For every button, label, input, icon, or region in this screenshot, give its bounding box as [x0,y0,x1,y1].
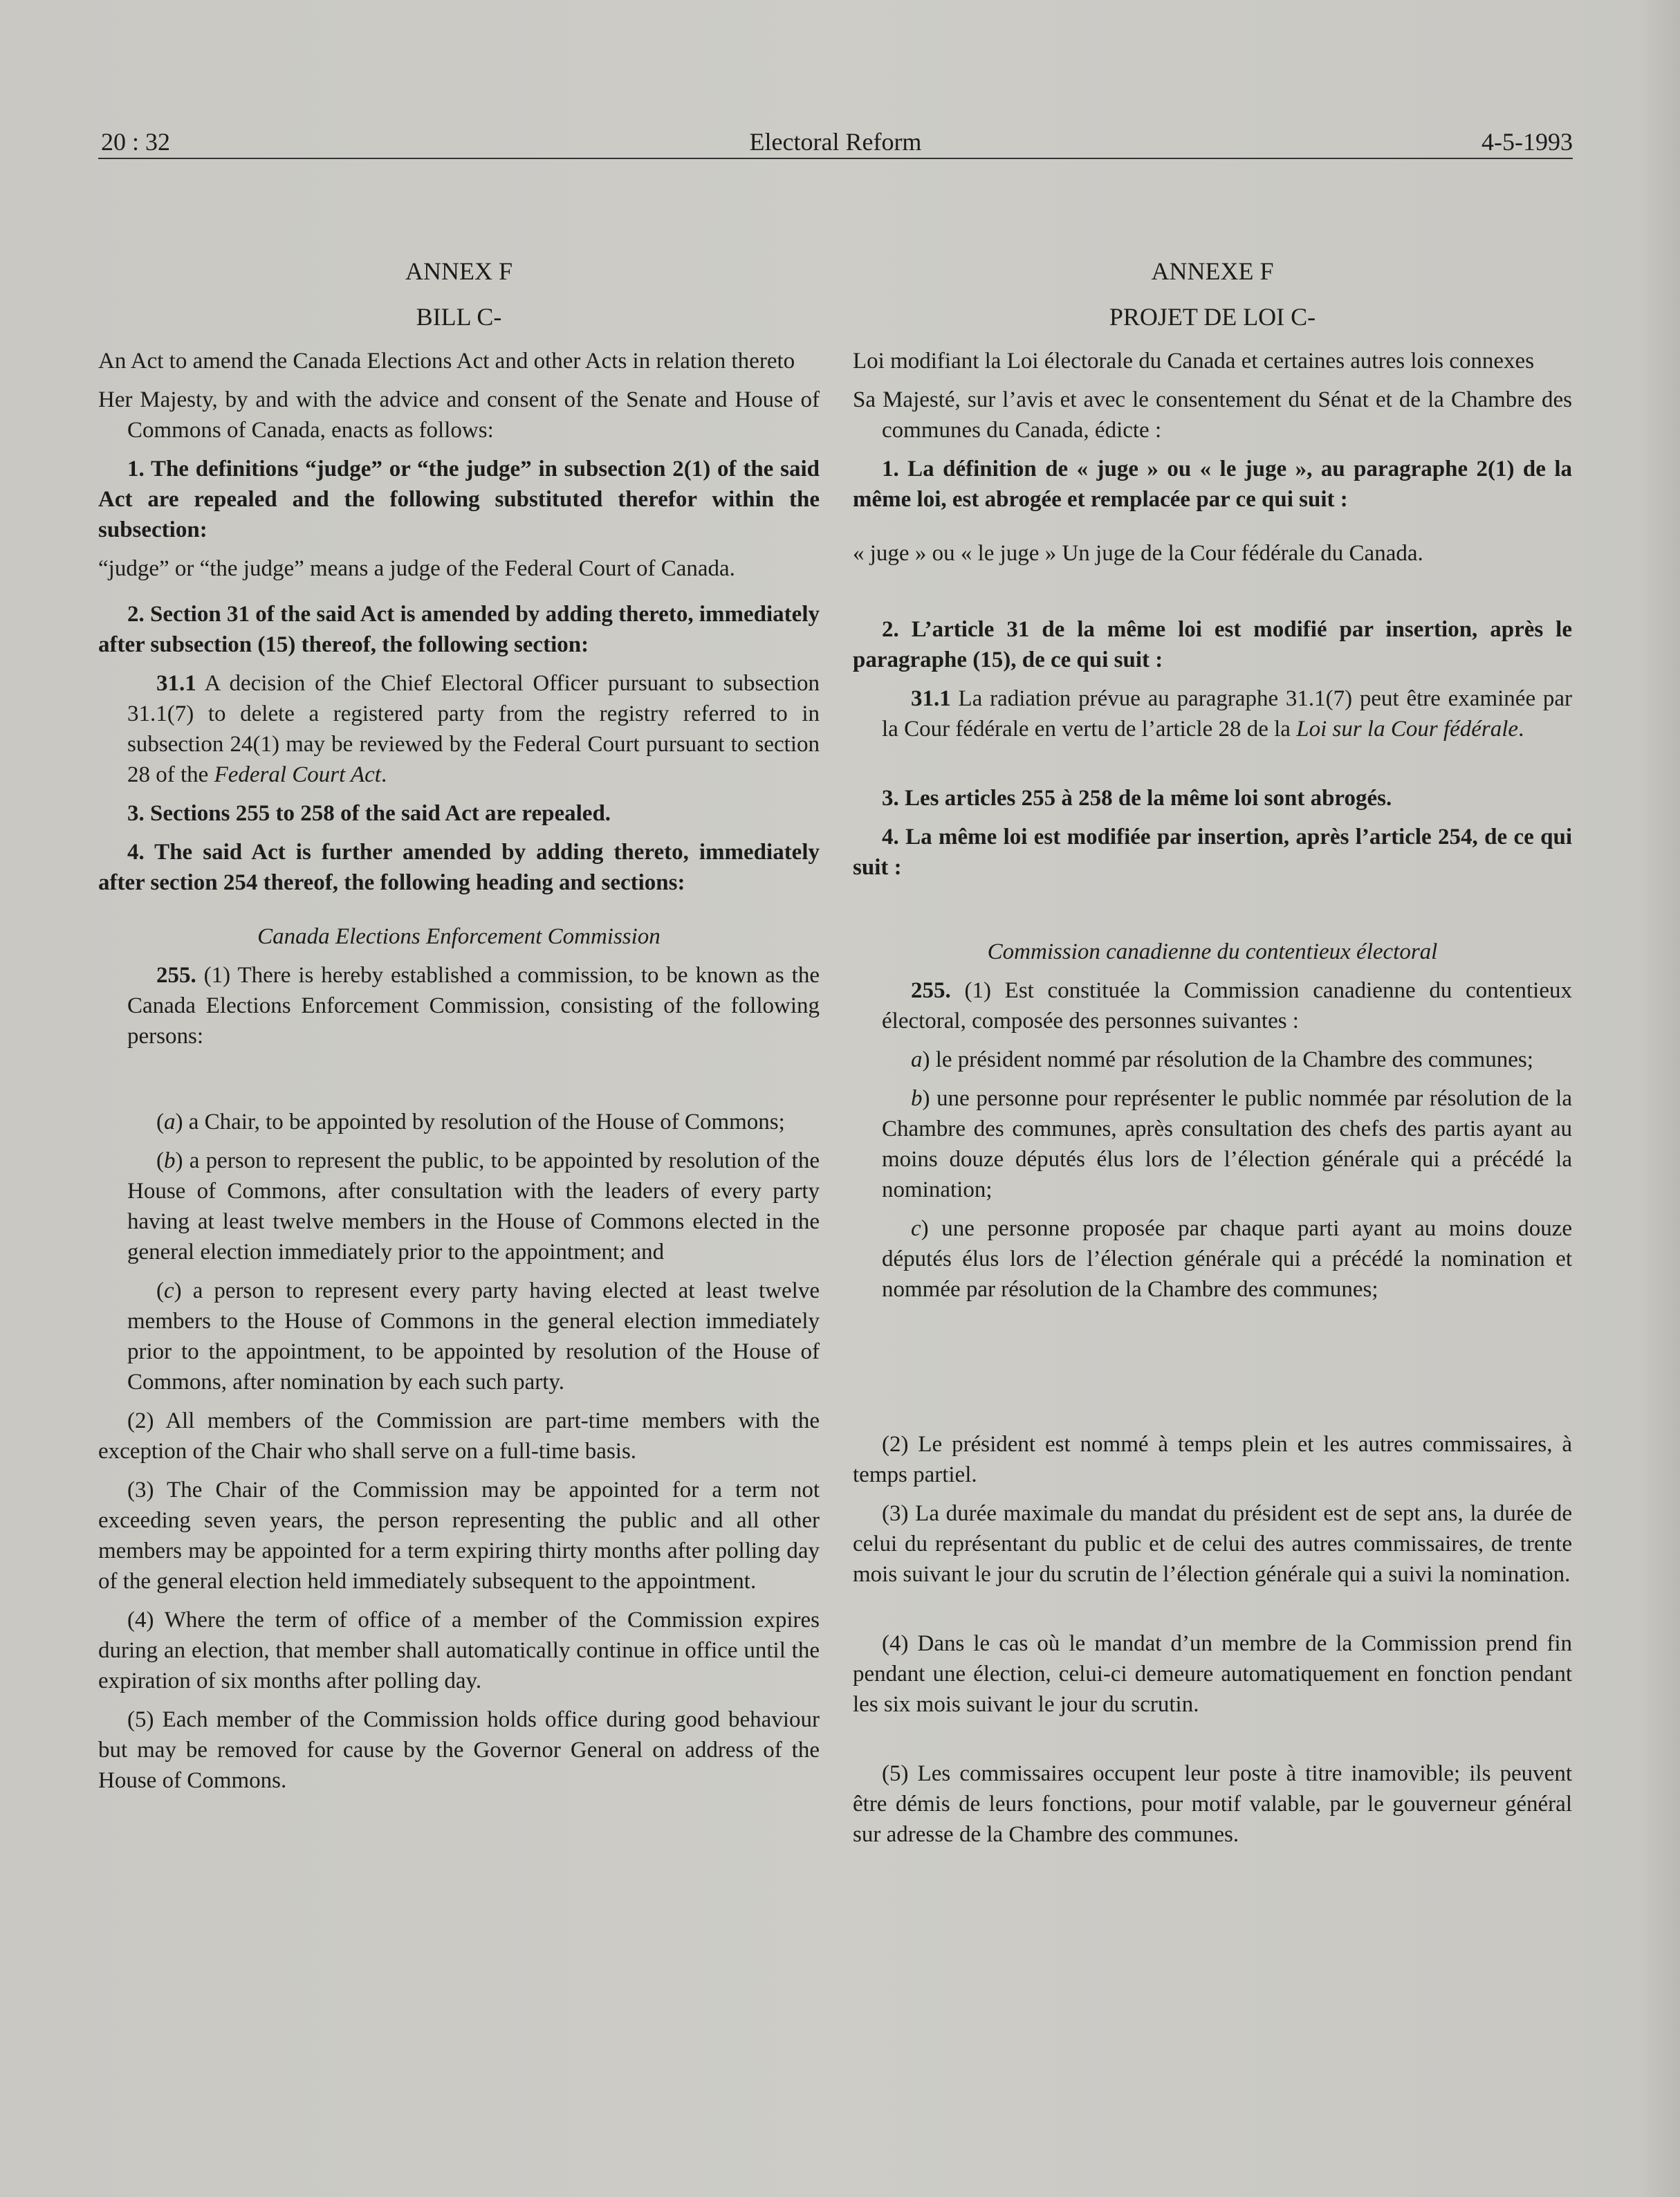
subsection-4: (4) Dans le cas où le mandat d’un membre de la Commission prend fin pendant une élection, celui-ci demeure automatiquement en fonction pendant les six mois suivant le jour du scrutin. [853,1631,1572,1717]
subsection-3: (3) La durée maximale du mandat du président est de sept ans, la durée de celui du représentant du public et de celui des autres commissaires, de trente mois suivant le jour du scrutin de l’élection générale qui a suivi la nomination. [853,1501,1572,1587]
paragraph-text: ) une personne pour représenter le public nommée par résolution de la Chambre des communes, après consultation des chefs des partis ayant au moins douze députés élus lors de l’élection générale qui a précédé la nomination; [882,1086,1572,1202]
enacting-clause: Her Majesty, by and with the advice and consent of the Senate and House of Commons of Canada, enacts as follows: [98,387,820,443]
judge-definition: « juge » ou « le juge » Un juge de la Cour fédérale du Canada. [853,541,1423,566]
paragraph-c: (c) a person to represent every party having elected at least twelve members to the House of Commons in the general election immediately prior to the appointment, to be appointed by resolution of the House of Commons, after nomination by each such party. [127,1278,820,1395]
bill-heading: BILL C- [416,303,502,331]
page-reference: 20 : 32 [101,128,171,156]
section-1-heading: 1. La définition de « juge » ou « le juge », au paragraphe 2(1) de la même loi, est abrogée et remplacée par ce qui suit : [853,457,1572,512]
paragraph-a: (a) a Chair, to be appointed by resolution of the House of Commons; [156,1110,785,1134]
header-title: Electoral Reform [749,128,922,156]
section-1-heading: 1. The definitions “judge” or “the judge” in subsection 2(1) of the said Act are repealed and the following substituted therefor within the subsection: [98,457,820,542]
section-255-1 [98,960,820,1051]
bill-heading: PROJET DE LOI C- [1109,303,1316,331]
act-title: Loi sur la Cour fédérale [1296,717,1519,742]
section-4-heading: 4. The said Act is further amended by adding thereto, immediately after section 254 thereof, the following heading and sections: [98,840,820,895]
subsection-5: (5) Each member of the Commission holds office during good behaviour but may be removed for cause by the Governor General on address of the House of Commons. [98,1707,820,1793]
section-3: 3. Les articles 255 à 258 de la même loi sont abrogés. [882,786,1392,811]
commission-heading: Canada Elections Enforcement Commission [257,924,661,949]
section-number: 31.1 [911,686,951,711]
judge-definition: “judge” or “the judge” means a judge of the Federal Court of Canada. [98,556,735,581]
section-number: 255. [156,963,196,988]
section-text: A decision of the Chief Electoral Officer pursuant to subsection 31.1(7) to delete a registered party from the registry referred to in subsection 24(1) may be reviewed by the Federal Court pursuant to section 28 of the [127,671,820,787]
section-2-heading: 2. Section 31 of the said Act is amended by adding thereto, immediately after subsection (15) thereof, the following section: [98,602,820,657]
commission-heading: Commission canadienne du contentieux électoral [987,939,1438,964]
annex-heading: ANNEXE F [1151,257,1274,285]
subsection-5: (5) Les commissaires occupent leur poste à titre inamovible; ils peuvent être démis de leurs fonctions, pour motif valable, par le gouverneur général sur adresse de la Chambre des communes. [853,1761,1572,1847]
header-date: 4-5-1993 [1481,128,1573,156]
page-edge [1639,0,1680,2197]
section-4-heading: 4. La même loi est modifiée par insertion, après l’article 254, de ce qui suit : [853,825,1572,880]
french-column [853,256,1572,1850]
paragraph-text: ) une personne proposée par chaque parti ayant au moins douze députés élus lors de l’élection générale qui a précédé la nomination et nommée par résolution de la Chambre des communes; [882,1216,1572,1302]
subsection-2: (2) All members of the Commission are part-time members with the exception of the Chair who shall serve on a full-time basis. [98,1408,820,1464]
section-text: (1) Est constituée la Commission canadienne du contentieux électoral, composée des personnes suivantes : [882,978,1572,1033]
paragraph-label: b [911,1086,923,1111]
enacting-clause: Sa Majesté, sur l’avis et avec le consentement du Sénat et de la Chambre des communes du Canada, édicte : [853,387,1572,443]
paragraph-label: b [164,1148,176,1173]
subsection-4: (4) Where the term of office of a member of the Commission expires during an election, that member shall automatically continue in office until the expiration of six months after polling day. [98,1608,820,1693]
paragraph-label: c [911,1216,921,1241]
subsection-3: (3) The Chair of the Commission may be appointed for a term not exceeding seven years, the person representing the public and all other members may be appointed for a term expiring thirty months after polling day of the general election held immediately subsequent to the appointment. [98,1478,820,1594]
english-column [98,256,820,1796]
section-2-heading: 2. L’article 31 de la même loi est modifié par insertion, après le paragraphe (15), de ce qui suit : [853,617,1572,672]
punctuation: . [380,762,387,787]
running-header [98,123,1573,159]
paragraph-label: c [164,1278,174,1303]
section-text: (1) There is hereby established a commission, to be known as the Canada Elections Enforcement Commission, consisting of the following persons: [127,963,820,1049]
section-number: 255. [911,978,951,1003]
paragraph-label: a [164,1110,176,1134]
act-title: Federal Court Act [214,762,381,787]
paragraph-text: ) le président nommé par résolution de la Chambre des communes; [922,1047,1533,1072]
subsection-2: (2) Le président est nommé à temps plein et les autres commissaires, à temps partiel. [853,1432,1572,1487]
long-title: Loi modifiant la Loi électorale du Canada et certaines autres lois connexes [853,349,1535,374]
annex-heading: ANNEX F [405,257,513,285]
paragraph-text: a Chair, to be appointed by resolution of the House of Commons; [183,1110,785,1134]
paragraph-b [853,1083,1572,1205]
section-255-1 [853,975,1572,1036]
paragraph-b: (b) a person to represent the public, to be appointed by resolution of the House of Commons, after consultation with the leaders of every party having at least twelve members in the House of Commons elected in the general election immediately prior to the appointment; and [127,1148,820,1265]
section-31-1 [853,683,1572,744]
section-number: 31.1 [156,671,196,696]
paragraph-a [853,1045,1572,1075]
section-31-1 [98,668,820,790]
paragraph-text: a person to represent every party having elected at least twelve members to the House of Commons in the general election immediately prior to the appointment, to be appointed by resolution of the House of Commons, after nomination by each such party. [127,1278,820,1395]
paragraph-c [853,1213,1572,1305]
paragraph-label: a [911,1047,923,1072]
section-3: 3. Sections 255 to 258 of the said Act are repealed. [127,801,611,826]
paragraph-text: a person to represent the public, to be appointed by resolution of the House of Commons, after consultation with the leaders of every party having at least twelve members in the House of Commons elected in the general election immediately prior to the appointment; and [127,1148,820,1265]
section-text: La radiation prévue au paragraphe 31.1(7) peut être examinée par la Cour fédérale en vertu de l’article 28 de la [882,686,1572,742]
long-title: An Act to amend the Canada Elections Act and other Acts in relation thereto [98,349,795,374]
punctuation: . [1518,717,1524,742]
